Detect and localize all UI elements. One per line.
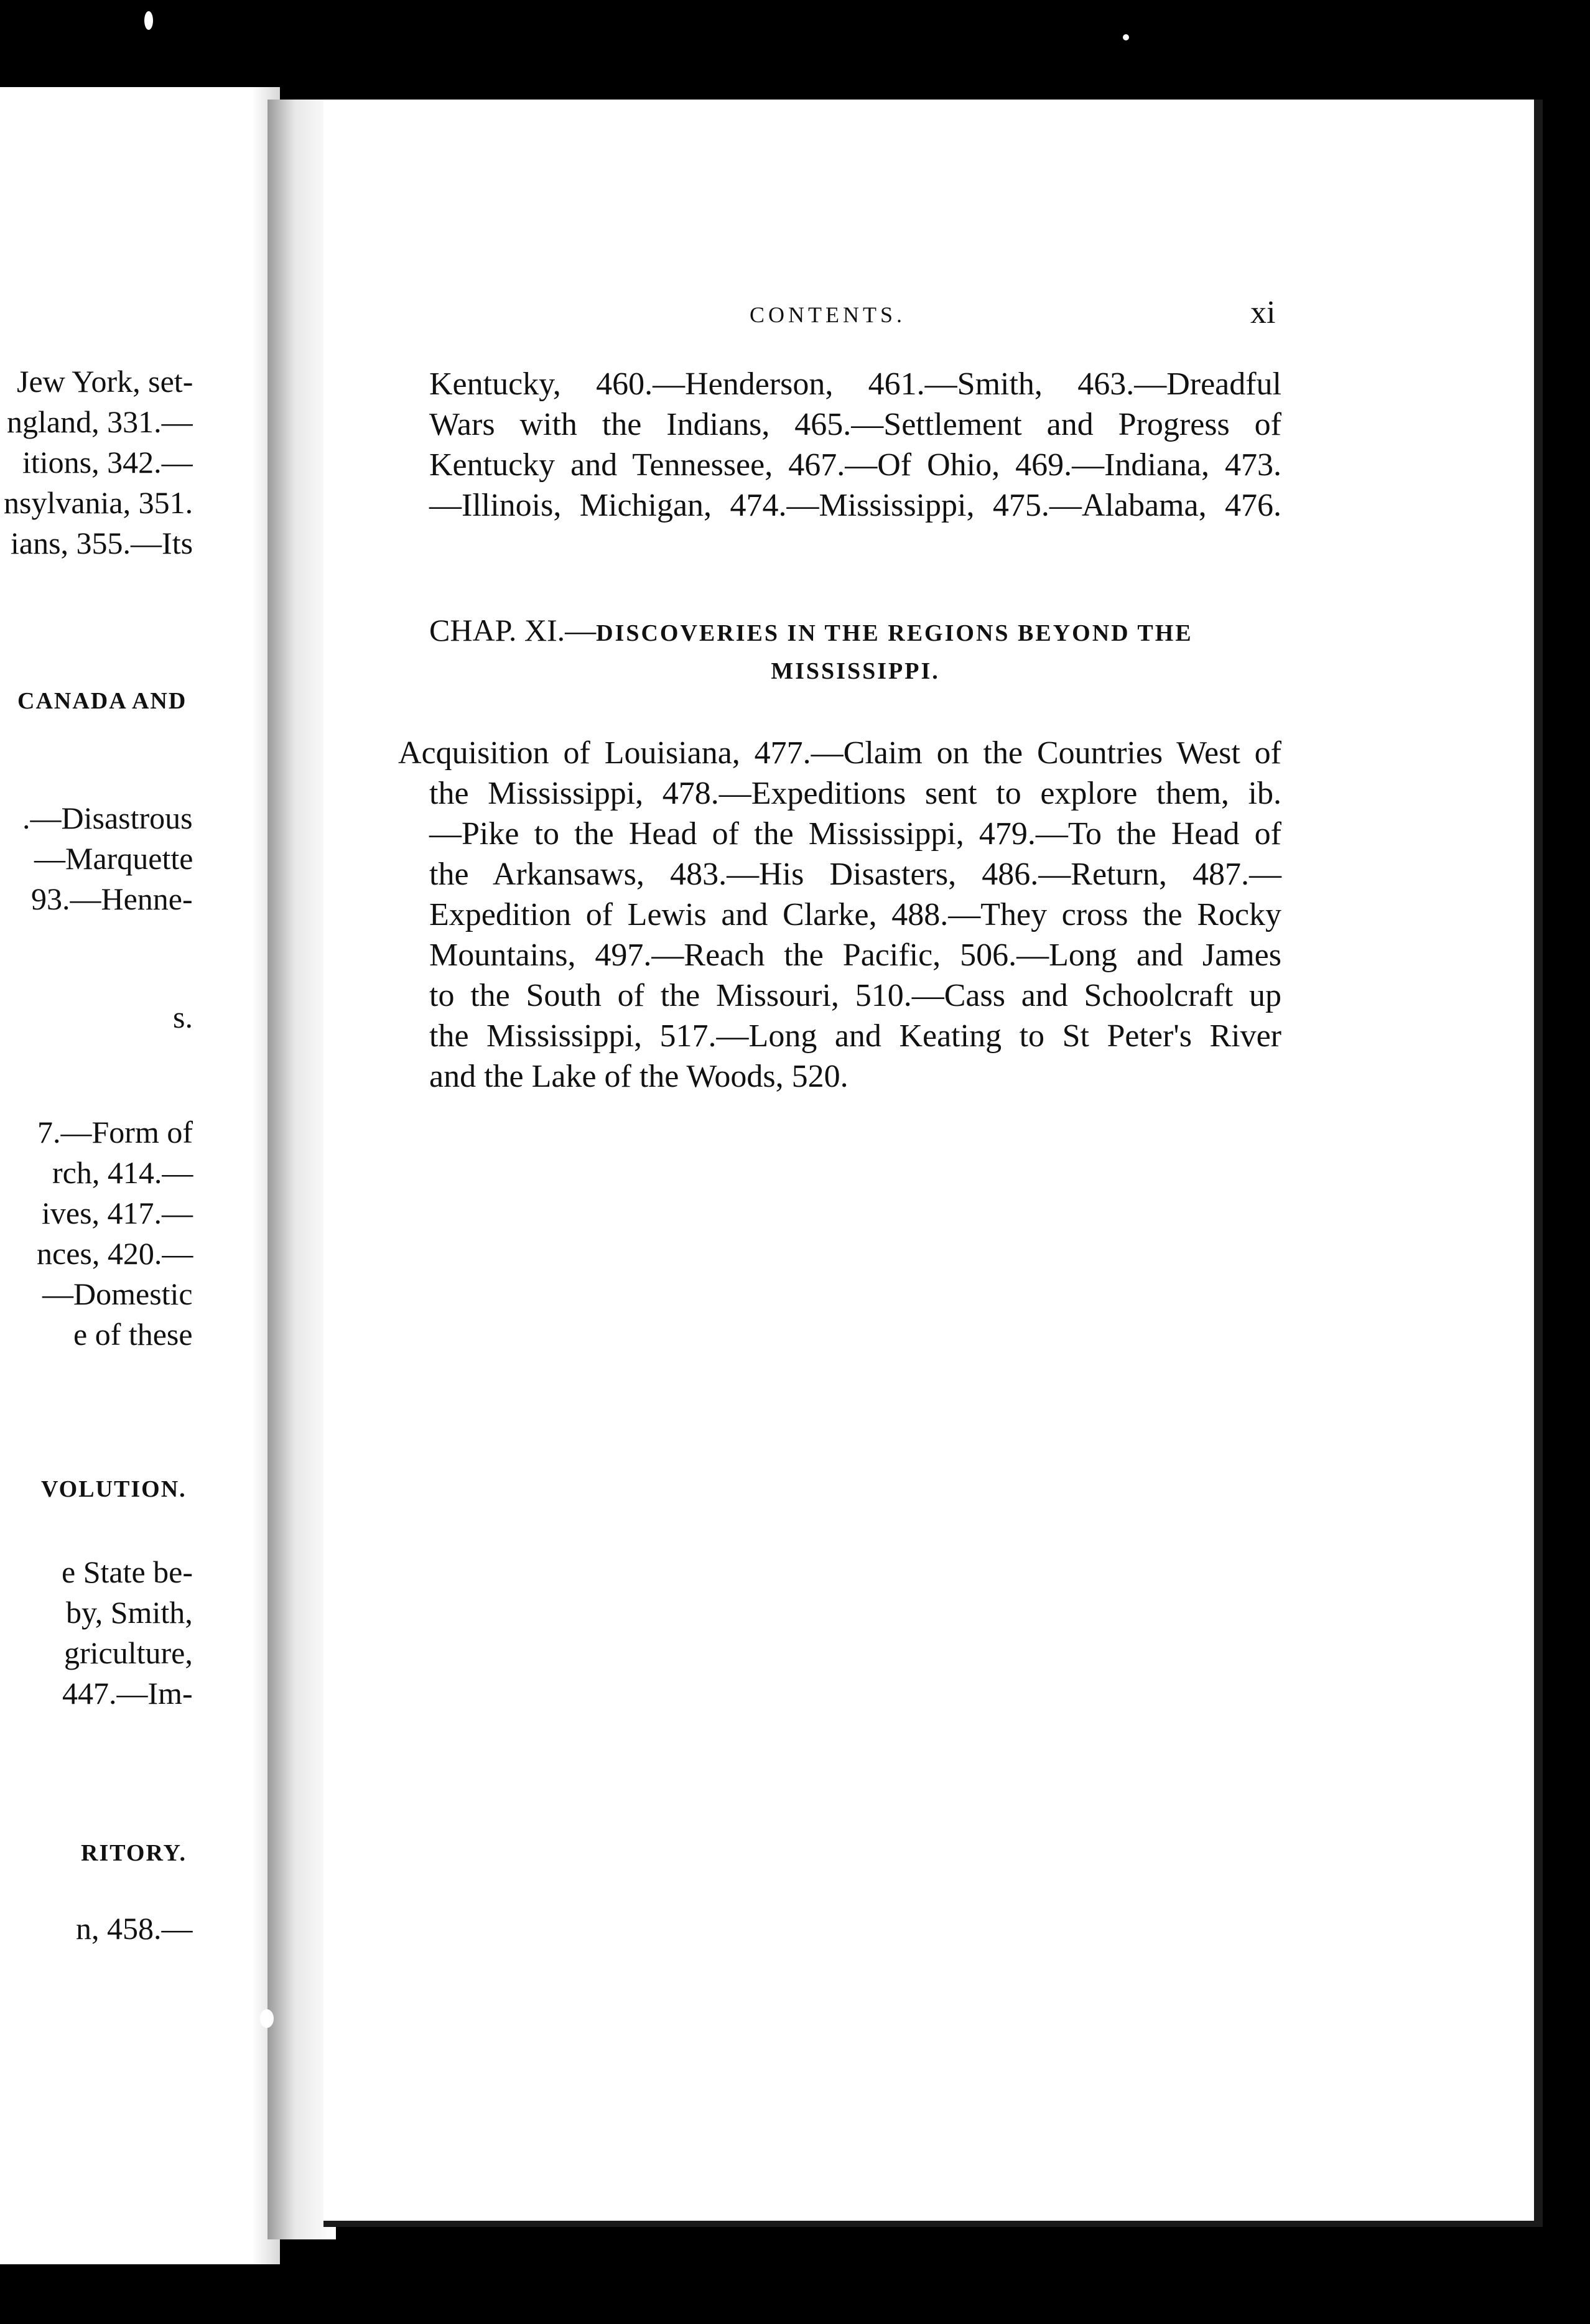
continuation-line: Wars with the Indians, 465.—Settlement and Progress of (429, 407, 1281, 442)
continuation-line: Kentucky, 460.—Henderson, 461.—Smith, 463.—Dreadful (429, 366, 1281, 402)
left-text-line: by, Smith, (66, 1595, 193, 1630)
running-head-title: CONTENTS. (750, 302, 906, 327)
left-heading-line: CANADA AND (17, 688, 187, 714)
left-text-line: s. (173, 1000, 193, 1034)
chapter-summary-line: Expedition of Lewis and Clarke, 488.—They cross the Rocky (429, 897, 1281, 932)
chapter-title: DISCOVERIES IN THE REGIONS BEYOND THE (596, 620, 1193, 646)
chapter-summary-line: Mountains, 497.—Reach the Pacific, 506.—Long and James (429, 937, 1281, 973)
chapter-summary-line: and the Lake of the Woods, 520. (429, 1059, 848, 1094)
continuation-line: Kentucky and Tennessee, 467.—Of Ohio, 469.—Indiana, 473. (429, 447, 1281, 483)
chapter-summary-line: the Mississippi, 478.—Expeditions sent to explore them, ib. (429, 776, 1281, 811)
left-text-line: ngland, 331.— (7, 404, 193, 439)
left-text-line: n, 458.— (76, 1911, 193, 1946)
left-heading-line: VOLUTION. (41, 1476, 187, 1502)
chapter-summary-line: the Mississippi, 517.—Long and Keating to St Peter's River (429, 1018, 1281, 1054)
left-text-line: —Domestic (42, 1276, 193, 1311)
chapter-title-continued: MISSISSIPPI. (771, 658, 940, 684)
left-text-line: itions, 342.— (22, 445, 193, 480)
chapter-label: CHAP. XI.— (429, 613, 597, 648)
chapter-summary-line: the Arkansaws, 483.—His Disasters, 486.—Return, 487.— (429, 857, 1281, 892)
left-heading-line: RITORY. (81, 1840, 187, 1866)
left-text-line: nces, 420.— (37, 1236, 193, 1271)
chapter-heading (429, 615, 1281, 646)
scan-speck (260, 2009, 274, 2028)
continuation-line: —Illinois, Michigan, 474.—Mississippi, 475.—Alabama, 476. (429, 488, 1281, 523)
left-text-line: rch, 414.— (52, 1155, 193, 1190)
left-text-line: nsylvania, 351. (4, 485, 193, 520)
left-text-line: e of these (73, 1317, 193, 1352)
running-head (323, 295, 1543, 339)
chapter-summary-line: to the South of the Missouri, 510.—Cass and Schoolcraft up (429, 978, 1281, 1013)
left-text-line: .—Disastrous (22, 801, 193, 835)
left-text-line: 7.—Form of (37, 1115, 193, 1150)
left-text-line: 447.—Im- (62, 1676, 193, 1711)
chapter-summary-line: —Pike to the Head of the Mississippi, 479.—To the Head of (429, 816, 1281, 852)
left-text-line: ians, 355.—Its (11, 526, 193, 560)
scan-speck (1123, 34, 1129, 40)
left-text-line: 93.—Henne- (31, 881, 193, 916)
right-page (323, 100, 1543, 2227)
left-text-line: —Marquette (34, 841, 193, 876)
left-page (0, 87, 280, 2264)
chapter-summary-line: Acquisition of Louisiana, 477.—Claim on the Countries West of (398, 735, 1281, 771)
left-text-line: griculture, (64, 1635, 193, 1670)
left-text-line: Jew York, set- (17, 364, 193, 399)
left-text-line: e State be- (62, 1555, 193, 1589)
left-text-line: ives, 417.— (42, 1196, 193, 1230)
scan-speck (144, 11, 153, 30)
page-number: xi (1250, 295, 1276, 330)
